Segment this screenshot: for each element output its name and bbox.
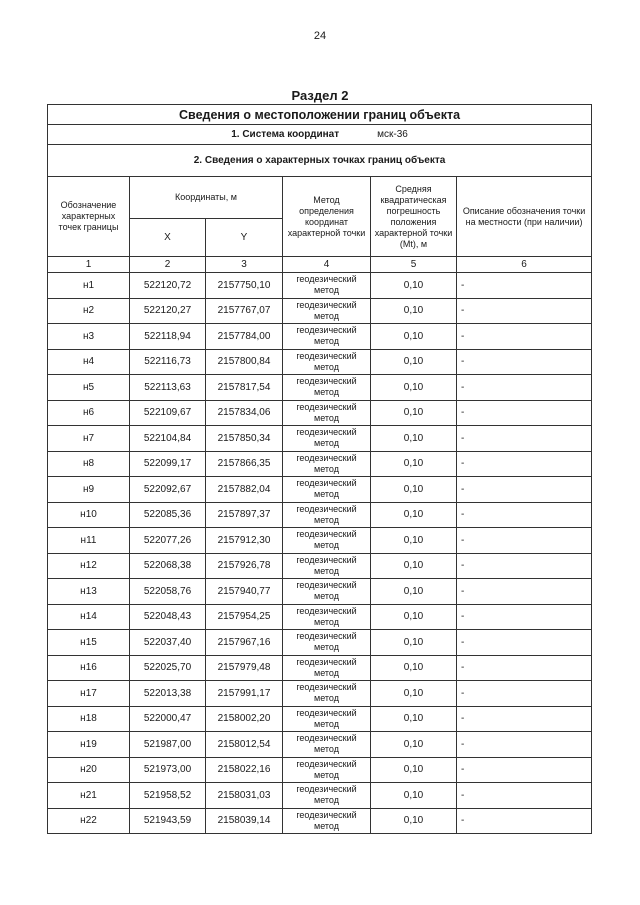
- header-coords: Координаты, м: [130, 177, 283, 219]
- x-coordinate: 521987,00: [130, 732, 206, 758]
- coord-system-value: мск-36: [377, 129, 408, 140]
- method: геодезический метод: [283, 375, 371, 401]
- y-coordinate: 2157991,17: [206, 681, 283, 707]
- y-coordinate: 2157834,06: [206, 400, 283, 426]
- point-description: -: [457, 732, 592, 758]
- column-number: 4: [283, 257, 371, 273]
- accuracy-mt: 0,10: [371, 630, 457, 656]
- point-name: н21: [48, 783, 130, 809]
- method: геодезический метод: [283, 273, 371, 299]
- x-coordinate: 522120,27: [130, 298, 206, 324]
- point-name: н4: [48, 349, 130, 375]
- header-description: Описание обозначения точки на местности (при наличии): [457, 177, 592, 257]
- y-coordinate: 2157954,25: [206, 604, 283, 630]
- table-row: [48, 324, 592, 350]
- accuracy-mt: 0,10: [371, 808, 457, 834]
- y-coordinate: 2157912,30: [206, 528, 283, 554]
- accuracy-mt: 0,10: [371, 706, 457, 732]
- accuracy-mt: 0,10: [371, 349, 457, 375]
- y-coordinate: 2157850,34: [206, 426, 283, 452]
- accuracy-mt: 0,10: [371, 757, 457, 783]
- point-name: н3: [48, 324, 130, 350]
- method: геодезический метод: [283, 298, 371, 324]
- method: геодезический метод: [283, 681, 371, 707]
- header-point-designation: Обозначение характерных точек границы: [48, 177, 130, 257]
- method: геодезический метод: [283, 757, 371, 783]
- y-coordinate: 2158002,20: [206, 706, 283, 732]
- method: геодезический метод: [283, 553, 371, 579]
- method: геодезический метод: [283, 630, 371, 656]
- table-row: [48, 681, 592, 707]
- table-row: [48, 528, 592, 554]
- y-coordinate: 2157767,07: [206, 298, 283, 324]
- point-name: н20: [48, 757, 130, 783]
- accuracy-mt: 0,10: [371, 375, 457, 401]
- x-coordinate: 522037,40: [130, 630, 206, 656]
- table-row: [48, 298, 592, 324]
- accuracy-mt: 0,10: [371, 502, 457, 528]
- point-description: -: [457, 553, 592, 579]
- point-name: н15: [48, 630, 130, 656]
- point-description: -: [457, 528, 592, 554]
- table-row: [48, 426, 592, 452]
- accuracy-mt: 0,10: [371, 400, 457, 426]
- point-description: -: [457, 451, 592, 477]
- accuracy-mt: 0,10: [371, 579, 457, 605]
- point-description: -: [457, 808, 592, 834]
- table-row: [48, 706, 592, 732]
- point-name: н22: [48, 808, 130, 834]
- method: геодезический метод: [283, 502, 371, 528]
- accuracy-mt: 0,10: [371, 655, 457, 681]
- point-description: -: [457, 477, 592, 503]
- y-coordinate: 2157882,04: [206, 477, 283, 503]
- point-name: н6: [48, 400, 130, 426]
- point-description: -: [457, 655, 592, 681]
- method: геодезический метод: [283, 732, 371, 758]
- table-row: [48, 400, 592, 426]
- method: геодезический метод: [283, 400, 371, 426]
- point-description: -: [457, 604, 592, 630]
- point-name: н7: [48, 426, 130, 452]
- point-name: н12: [48, 553, 130, 579]
- point-name: н17: [48, 681, 130, 707]
- y-coordinate: 2157967,16: [206, 630, 283, 656]
- point-name: н5: [48, 375, 130, 401]
- y-coordinate: 2157784,00: [206, 324, 283, 350]
- accuracy-mt: 0,10: [371, 528, 457, 554]
- accuracy-mt: 0,10: [371, 732, 457, 758]
- accuracy-mt: 0,10: [371, 451, 457, 477]
- column-numbers-row: [48, 257, 592, 273]
- point-description: -: [457, 273, 592, 299]
- table-row: [48, 604, 592, 630]
- method: геодезический метод: [283, 528, 371, 554]
- point-description: -: [457, 783, 592, 809]
- y-coordinate: 2158039,14: [206, 808, 283, 834]
- x-coordinate: 522000,47: [130, 706, 206, 732]
- method: геодезический метод: [283, 808, 371, 834]
- accuracy-mt: 0,10: [371, 783, 457, 809]
- table-row: [48, 553, 592, 579]
- table-row: [48, 502, 592, 528]
- boundary-points-table: [47, 104, 592, 834]
- point-name: н8: [48, 451, 130, 477]
- x-coordinate: 521943,59: [130, 808, 206, 834]
- accuracy-mt: 0,10: [371, 426, 457, 452]
- header-y: Y: [206, 219, 283, 257]
- x-coordinate: 522068,38: [130, 553, 206, 579]
- table-row: [48, 732, 592, 758]
- method: геодезический метод: [283, 579, 371, 605]
- x-coordinate: 522099,17: [130, 451, 206, 477]
- method: геодезический метод: [283, 349, 371, 375]
- accuracy-mt: 0,10: [371, 553, 457, 579]
- accuracy-mt: 0,10: [371, 604, 457, 630]
- y-coordinate: 2157750,10: [206, 273, 283, 299]
- x-coordinate: 522104,84: [130, 426, 206, 452]
- point-description: -: [457, 757, 592, 783]
- y-coordinate: 2157800,84: [206, 349, 283, 375]
- point-description: -: [457, 375, 592, 401]
- point-name: н13: [48, 579, 130, 605]
- column-number: 5: [371, 257, 457, 273]
- table-row: [48, 655, 592, 681]
- accuracy-mt: 0,10: [371, 681, 457, 707]
- x-coordinate: 522120,72: [130, 273, 206, 299]
- table-row: [48, 375, 592, 401]
- point-description: -: [457, 502, 592, 528]
- table-row: [48, 757, 592, 783]
- table-row: [48, 579, 592, 605]
- table-row: [48, 477, 592, 503]
- y-coordinate: 2158012,54: [206, 732, 283, 758]
- column-number: 1: [48, 257, 130, 273]
- point-description: -: [457, 349, 592, 375]
- method: геодезический метод: [283, 426, 371, 452]
- y-coordinate: 2157817,54: [206, 375, 283, 401]
- table-row: [48, 808, 592, 834]
- page-number: 24: [313, 30, 327, 42]
- x-coordinate: 522025,70: [130, 655, 206, 681]
- section-title: Раздел 2: [291, 88, 349, 103]
- method: геодезический метод: [283, 655, 371, 681]
- y-coordinate: 2157979,48: [206, 655, 283, 681]
- accuracy-mt: 0,10: [371, 273, 457, 299]
- point-description: -: [457, 630, 592, 656]
- y-coordinate: 2158022,16: [206, 757, 283, 783]
- y-coordinate: 2158031,03: [206, 783, 283, 809]
- x-coordinate: 522085,36: [130, 502, 206, 528]
- point-name: н1: [48, 273, 130, 299]
- x-coordinate: 522013,38: [130, 681, 206, 707]
- method: геодезический метод: [283, 706, 371, 732]
- column-number: 6: [457, 257, 592, 273]
- point-name: н10: [48, 502, 130, 528]
- table-row: [48, 783, 592, 809]
- point-name: н2: [48, 298, 130, 324]
- point-description: -: [457, 298, 592, 324]
- header-x: X: [130, 219, 206, 257]
- header-method: Метод определения координат характерной точки: [283, 177, 371, 257]
- point-name: н19: [48, 732, 130, 758]
- accuracy-mt: 0,10: [371, 477, 457, 503]
- accuracy-mt: 0,10: [371, 298, 457, 324]
- point-description: -: [457, 579, 592, 605]
- point-name: н16: [48, 655, 130, 681]
- point-description: -: [457, 706, 592, 732]
- method: геодезический метод: [283, 324, 371, 350]
- x-coordinate: 521958,52: [130, 783, 206, 809]
- x-coordinate: 522113,63: [130, 375, 206, 401]
- column-number: 3: [206, 257, 283, 273]
- method: геодезический метод: [283, 477, 371, 503]
- coord-system-label: 1. Система координат: [231, 129, 340, 140]
- x-coordinate: 521973,00: [130, 757, 206, 783]
- x-coordinate: 522092,67: [130, 477, 206, 503]
- point-description: -: [457, 400, 592, 426]
- accuracy-mt: 0,10: [371, 324, 457, 350]
- point-description: -: [457, 681, 592, 707]
- method: геодезический метод: [283, 604, 371, 630]
- header-accuracy: Средняя квадратическая погрешность положения характерной точки (Mt), м: [371, 177, 457, 257]
- x-coordinate: 522077,26: [130, 528, 206, 554]
- y-coordinate: 2157940,77: [206, 579, 283, 605]
- point-name: н18: [48, 706, 130, 732]
- table-title: Сведения о местоположении границ объекта: [48, 105, 592, 125]
- table-row: [48, 630, 592, 656]
- table-row: [48, 451, 592, 477]
- points-heading: 2. Сведения о характерных точках границ объекта: [48, 145, 592, 177]
- y-coordinate: 2157866,35: [206, 451, 283, 477]
- x-coordinate: 522109,67: [130, 400, 206, 426]
- method: геодезический метод: [283, 451, 371, 477]
- x-coordinate: 522116,73: [130, 349, 206, 375]
- method: геодезический метод: [283, 783, 371, 809]
- y-coordinate: 2157897,37: [206, 502, 283, 528]
- column-number: 2: [130, 257, 206, 273]
- table-row: [48, 273, 592, 299]
- point-name: н14: [48, 604, 130, 630]
- x-coordinate: 522048,43: [130, 604, 206, 630]
- point-description: -: [457, 324, 592, 350]
- x-coordinate: 522058,76: [130, 579, 206, 605]
- point-name: н9: [48, 477, 130, 503]
- table-row: [48, 349, 592, 375]
- point-name: н11: [48, 528, 130, 554]
- y-coordinate: 2157926,78: [206, 553, 283, 579]
- x-coordinate: 522118,94: [130, 324, 206, 350]
- coord-system-row: [48, 125, 592, 145]
- point-description: -: [457, 426, 592, 452]
